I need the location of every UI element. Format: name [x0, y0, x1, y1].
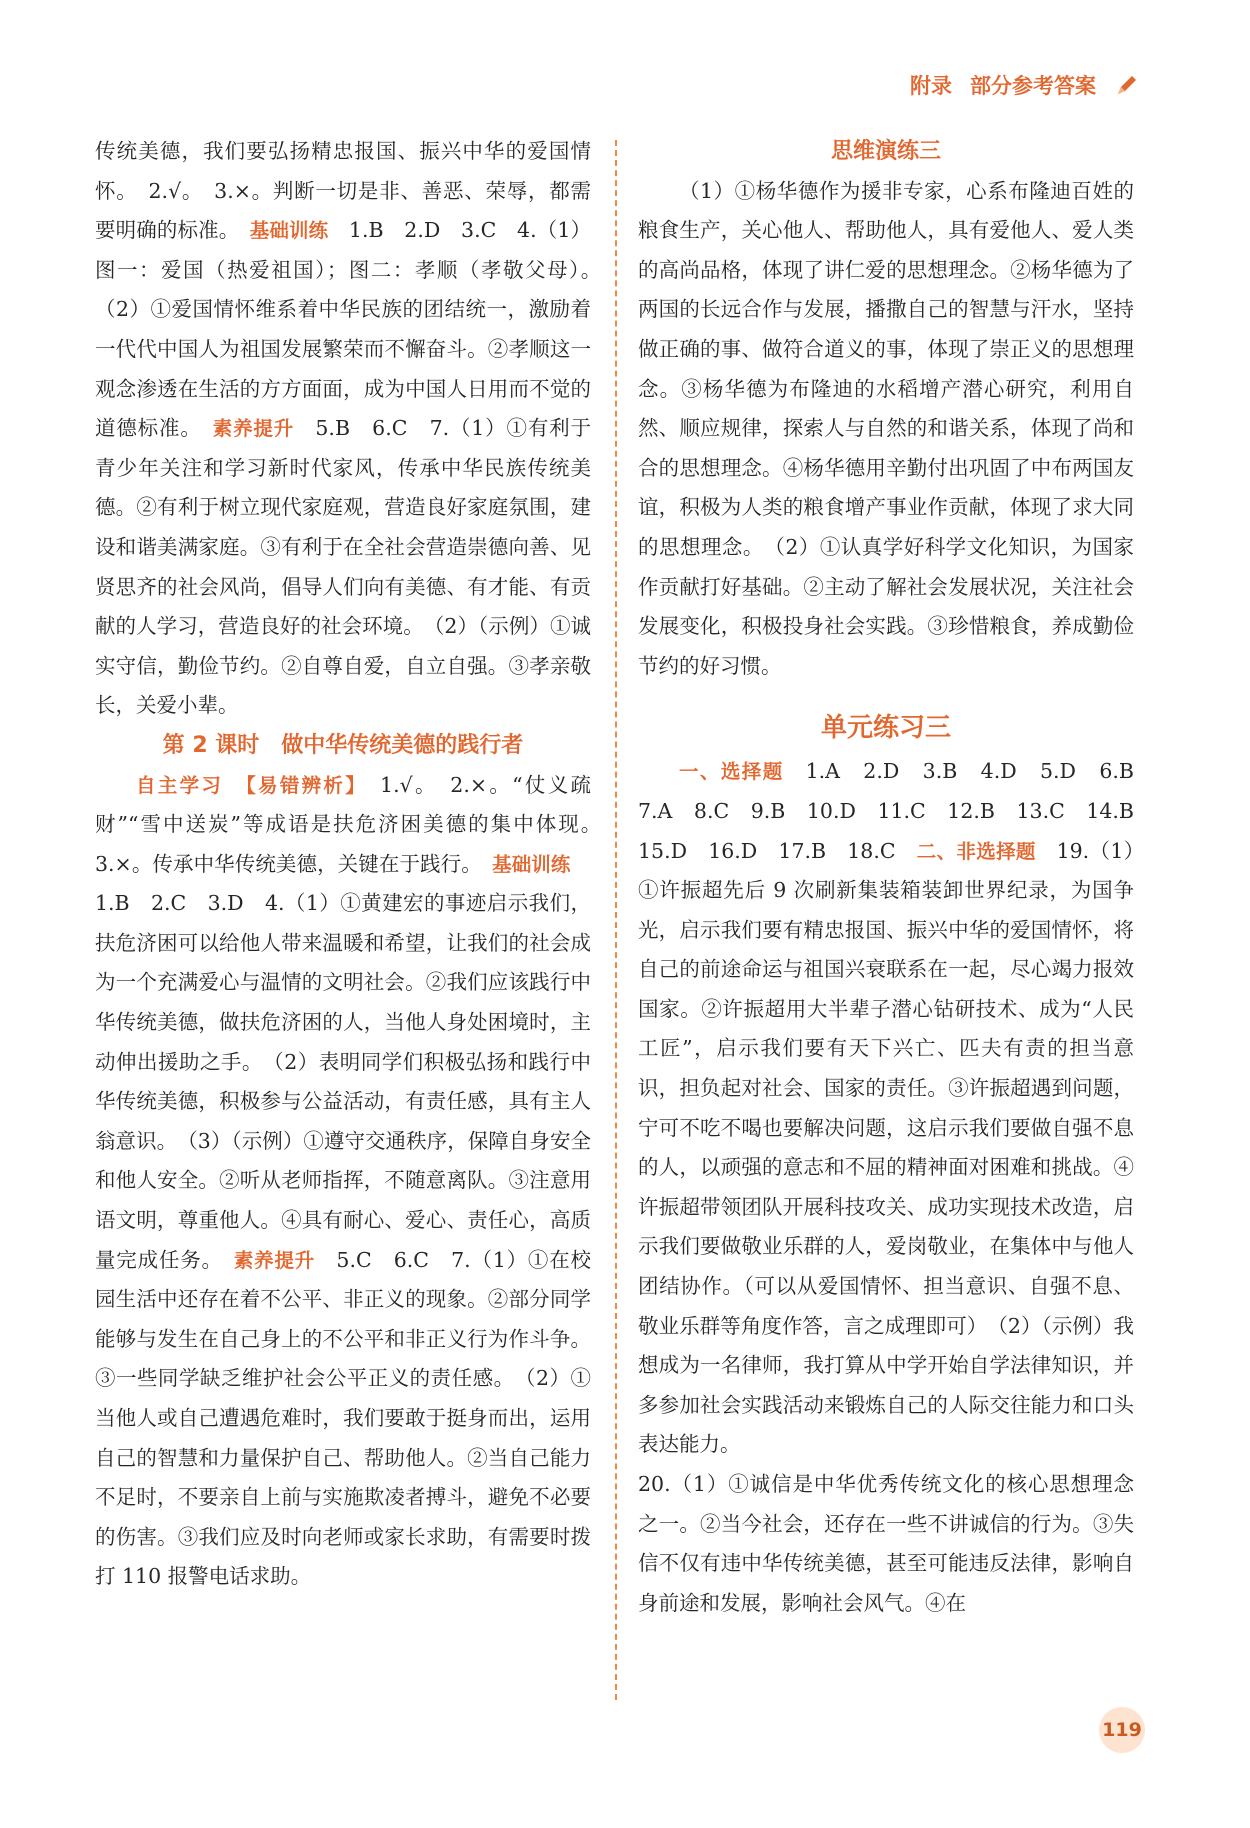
- label-basic-training: 基础训练: [249, 219, 329, 243]
- label-non-multiple-choice: 二、非选择题: [916, 839, 1036, 863]
- header-appendix: 附录: [910, 74, 952, 98]
- label-literacy-improvement: 素养提升: [212, 417, 295, 441]
- thinking-exercise-title: 思维演练三: [830, 139, 941, 164]
- lesson-title: 第 2 课时 做中华传统美德的践行者: [162, 732, 524, 758]
- label-basic-training-2: 基础训练: [492, 852, 571, 876]
- label-error-analysis: 【易错辨析】: [245, 773, 358, 797]
- page-number: 119: [1099, 1707, 1145, 1753]
- pencil-icon: [1114, 72, 1140, 98]
- answers-block-1: 传统美德，我们要弘扬精忠报国、振兴中华的爱国情怀。 2.√。 3.×。判断一切是非、善恶、荣辱，都需要明确的标准。 基础训练 1.B 2.D 3.C 4.（1）图一：爱国（热爱祖国）；图二：孝顺（孝敬父母）。 （2）①爱国情怀维系着中华民族的团结统一，激励着一代代中国人为祖国发展繁荣而不懈奋斗。②孝顺这一观念渗透在生活的方方面面，成为中国人日用而不觉的道德标准。 素养提升 5.B 6.C 7.（1）①有利于青少年关注和学习新时代家风，传承中华民族传统美德。②有利于树立现代家庭观，营造良好家庭氛围，建设和谐美满家庭。③有利于在全社会营造崇德向善、见贤思齐的社会风尚，倡导人们向有美德、有才能、有贡献的人学习，营造良好的社会环境。 （2）（示例）①诚实守信，勤俭节约。②自尊自爱，自立自强。③孝亲敬长，关爱小辈。: [95, 139, 612, 718]
- header-title: 部分参考答案: [970, 74, 1096, 98]
- answers-block-2: 自主学习 【易错辨析】 1.√。 2.×。“仗义疏财”“雪中送炭”等成语是扶危济困美德的集中体现。 3.×。传承中华传统美德，关键在于践行。 基础训练 1.B 2.C 3.D 4.（1）①黄建宏的事迹启示我们，扶危济困可以给他人带来温暖和希望，让我们的社会成为一个充满爱心与温情的文明社会。②我们应该践行中华传统美德，做扶危济困的人，当他人身处困境时，主动伸出援助之手。 （2）表明同学们积极弘扬和践行中华传统美德，积极参与公益活动，有责任感，具有主人翁意识。 （3）（示例）①遵守交通秩序，保障自身安全和他人安全。②听从老师指挥，不随意离队。③注意用语文明，尊重他人。④具有耐心、爱心、责任心，高质量完成任务。 素养提升 5.C 6.C 7.（1）①在校园生活中还存在着不公平、非正义的现象。②部分同学能够与发生在自己身上的不公平和非正义行为作斗争。③一些同学缺乏维护社会公平正义的责任感。 （2）①当他人或自己遭遇危难时，我们要敢于挺身而出，运用自己的智慧和力量保护自己、帮助他人。②当自己能力不足时，不要亲自上前与实施欺凌者搏斗，避免不必要的伤害。③我们应及时向老师或家长求助，有需要时拨打 110 报警电话求助。: [95, 772, 612, 1589]
- right-column: [638, 132, 1155, 1623]
- unit-exercise-title: 单元练习三: [820, 713, 951, 744]
- thinking-exercise-text: （1）①杨华德作为援非专家，心系布隆迪百姓的粮食生产，关心他人、帮助他人，具有爱他人、爱人类的高尚品格，体现了讲仁爱的思想理念。②杨华德为了两国的长远合作与发展，播撒自己的智慧与汗水，坚持做正确的事、做符合道义的事，体现了崇正义的思想理念。③杨华德为布隆迪的水稻增产潜心研究，利用自然、顺应规律，探索人与自然的和谐关系，体现了尚和合的思想理念。④杨华德用辛勤付出巩固了中布两国友谊，积极为人类的粮食增产事业作贡献，体现了求大同的思想理念。 （2）①认真学好科学文化知识，为国家作贡献打好基础。②主动了解社会发展状况，关注社会发展变化，积极投身社会实践。③珍惜粮食，养成勤俭节约的好习惯。: [638, 178, 1134, 678]
- label-self-study: 自主学习: [136, 773, 224, 797]
- question-20-text: 20.（1）①诚信是中华优秀传统文化的核心思想理念之一。②当今社会，还存在一些不讲诚信的行为。③失信不仅有违中华传统美德，甚至可能违反法律，影响自身前途和发展，影响社会风气。④在: [638, 1472, 1134, 1615]
- unit-answers: 一、选择题 1.A 2.D 3.B 4.D 5.D 6.B 7.A 8.C 9.B 10.D 11.C 12.B 13.C 14.B 15.D 16.D 17.B 18.C 二、非选择题 19.（1）①许振超先后 9 次刷新集装箱装卸世界纪录，为国争光，启示我们要有精忠报国、振兴中华的爱国情怀，将自己的前途命运与祖国兴衰联系在一起，尽心竭力报效国家。②许振超用大半辈子潜心钻研技术、成为“人民工匠”，启示我们要有天下兴亡、匹夫有责的担当意识，担负起对社会、国家的责任。③许振超遇到问题，宁可不吃不喝也要解决问题，这启示我们要做自强不息的人，以顽强的意志和不屈的精神面对困难和挑战。④许振超带领团队开展科技攻关、成功实现技术改造，启示我们要做敬业乐群的人，爱岗敬业，在集体中与他人团结协作。（可以从爱国情怀、担当意识、自强不息、敬业乐群等角度作答，言之成理即可） （2）（示例）我想成为一名律师，我打算从中学开始自学法律知识，并多参加社会实践活动来锻炼自己的人际交往能力和口头表达能力。: [638, 759, 1155, 1457]
- column-divider: [615, 140, 617, 1700]
- label-literacy-improvement-2: 素养提升: [233, 1248, 316, 1272]
- page-header: [910, 70, 1140, 100]
- left-column: [95, 132, 612, 1597]
- label-multiple-choice: 一、选择题: [679, 760, 784, 784]
